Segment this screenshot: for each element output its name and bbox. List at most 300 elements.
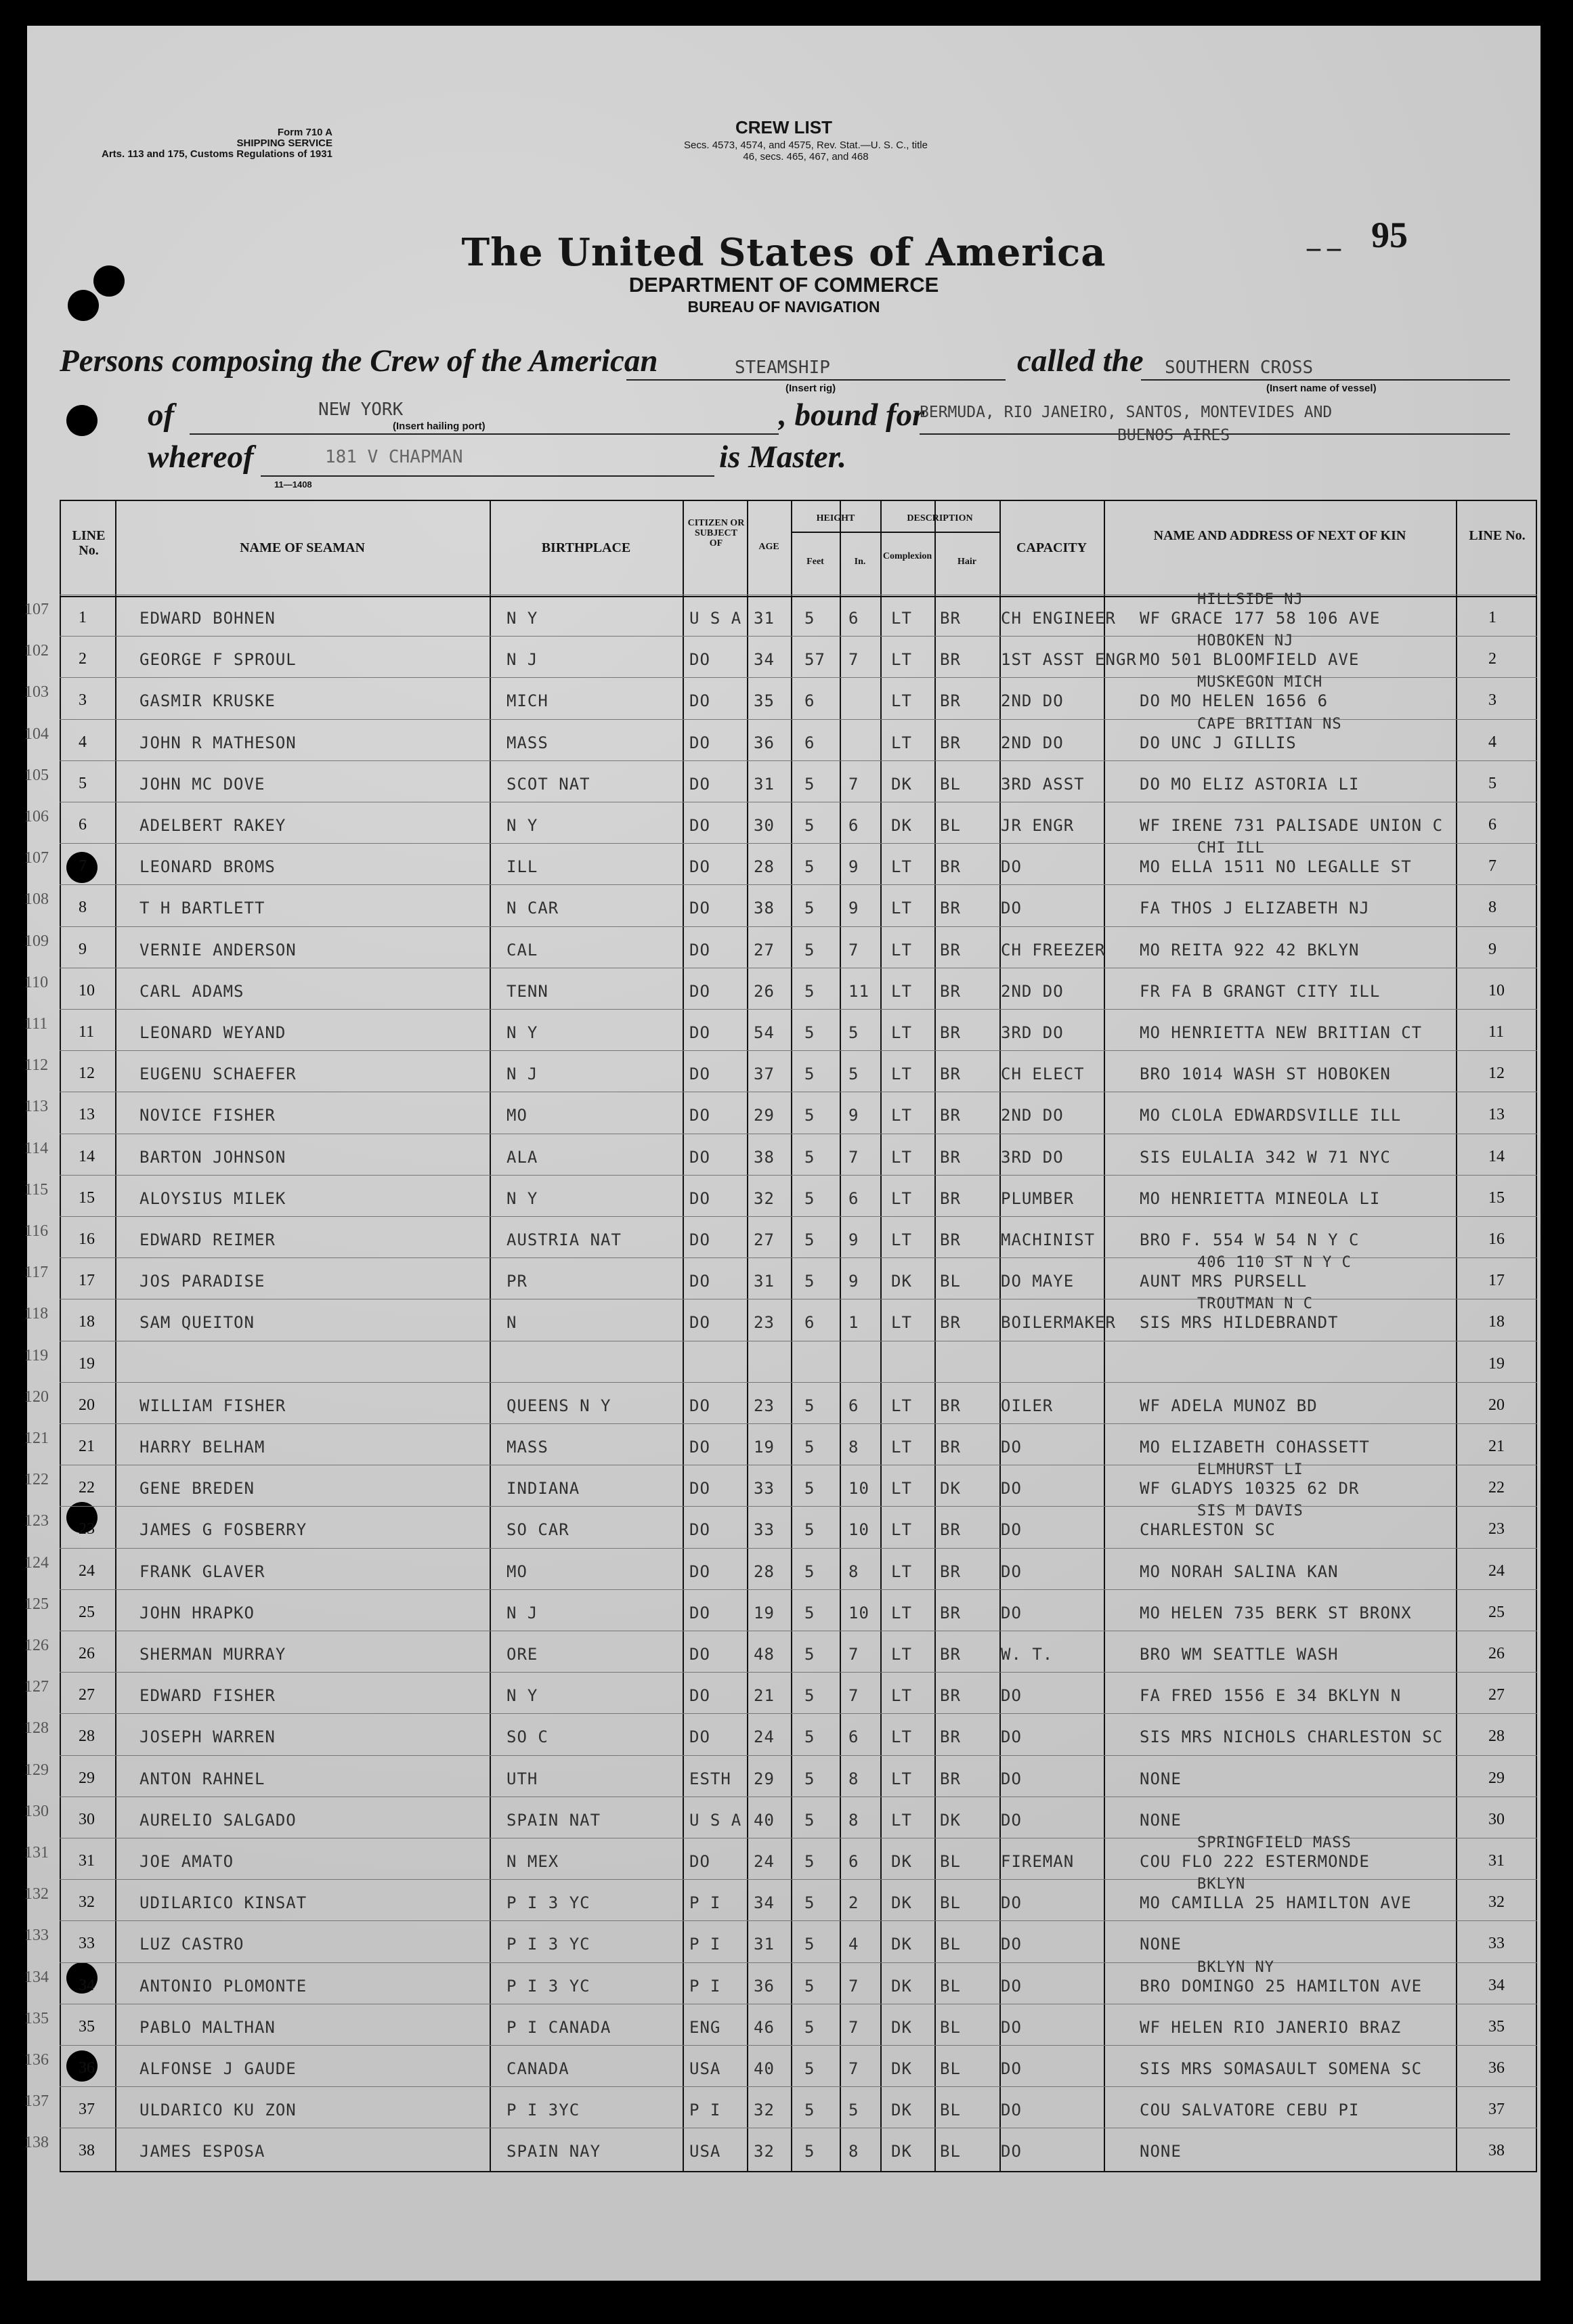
complexion: LT: [891, 857, 912, 877]
height-inches: 8: [848, 1769, 859, 1788]
next-of-kin: NONE: [1140, 2142, 1182, 2161]
age: 38: [754, 899, 775, 918]
height-feet: 5: [804, 1686, 815, 1706]
master-value: 181 V CHAPMAN: [325, 447, 463, 467]
table-row: [24, 1050, 1537, 1092]
line-number-right: 24: [1488, 1562, 1505, 1580]
height-feet: 5: [804, 857, 815, 877]
table-row: [24, 2128, 1537, 2170]
table-row: [24, 591, 1537, 637]
line-number-right: 36: [1488, 2059, 1505, 2077]
header-kin: NAME AND ADDRESS OF NEXT OF KIN: [1153, 528, 1406, 543]
hair: BR: [940, 1686, 961, 1706]
line-prefix: 124: [24, 1553, 49, 1572]
line-prefix: 118: [24, 1305, 49, 1323]
citizenship: DO: [689, 1064, 710, 1084]
line-prefix: 119: [24, 1346, 49, 1364]
capacity: 3RD DO: [1001, 1147, 1064, 1167]
line-number: 26: [79, 1645, 95, 1662]
hair: BR: [940, 981, 961, 1001]
line-number: 21: [79, 1438, 95, 1455]
birthplace: AUSTRIA NAT: [507, 1230, 622, 1249]
age: 28: [754, 857, 775, 877]
birthplace: PR: [507, 1272, 527, 1291]
next-of-kin: FR FA B GRANGT CITY ILL: [1140, 981, 1381, 1001]
line-number-right: 38: [1488, 2142, 1505, 2160]
line-prefix: 106: [24, 808, 49, 825]
birthplace: N Y: [507, 1023, 538, 1042]
line-number: 36: [79, 2059, 95, 2077]
citizenship: DO: [689, 1313, 710, 1333]
table-row: [24, 1631, 1537, 1673]
citizenship: DO: [689, 1147, 710, 1167]
age: 32: [754, 1188, 775, 1208]
line-number-right: 30: [1488, 1810, 1505, 1828]
height-feet: 5: [804, 1230, 815, 1249]
of-label: of: [148, 397, 175, 433]
age: 35: [754, 691, 775, 711]
line-number-right: 9: [1488, 940, 1496, 958]
complexion: LT: [891, 1147, 912, 1167]
birthplace: N J: [507, 1603, 538, 1622]
age: 23: [754, 1396, 775, 1415]
height-feet: 5: [804, 1893, 815, 1913]
complexion: DK: [891, 816, 912, 835]
header-age: AGE: [758, 542, 779, 552]
table-row: [24, 1134, 1537, 1176]
complexion: DK: [891, 2142, 912, 2161]
line-prefix: 134: [24, 1968, 49, 1986]
age: 19: [754, 1438, 775, 1457]
height-feet: 5: [804, 1147, 815, 1167]
height-feet: 5: [804, 1852, 815, 1871]
birthplace: N: [507, 1313, 517, 1333]
line-number-right: 10: [1488, 981, 1505, 999]
capacity: DO: [1001, 1935, 1022, 1954]
line-prefix: 121: [24, 1429, 49, 1447]
height-feet: 5: [804, 2101, 815, 2120]
hair: BR: [940, 1769, 961, 1788]
seaman-name: CARL ADAMS: [139, 981, 244, 1001]
line-number-right: 32: [1488, 1893, 1505, 1912]
age: 31: [754, 774, 775, 794]
hair: BR: [940, 733, 961, 752]
line-number-right: 35: [1488, 2017, 1505, 2036]
table-row: [24, 1755, 1537, 1797]
citizenship: DO: [689, 650, 710, 670]
bureau-heading: BUREAU OF NAVIGATION: [687, 298, 880, 316]
seaman-name: ADELBERT RAKEY: [139, 816, 286, 835]
table-row: [24, 884, 1537, 926]
hair: BL: [940, 2059, 961, 2078]
complexion: LT: [891, 1810, 912, 1830]
line-number-right: 12: [1488, 1064, 1505, 1083]
header-line-no: LINE No.: [72, 528, 106, 558]
capacity: DO: [1001, 2017, 1022, 2037]
hair: BR: [940, 650, 961, 670]
capacity: DO: [1001, 2101, 1022, 2120]
capacity: 2ND DO: [1001, 733, 1064, 752]
line-number-right: 31: [1488, 1852, 1505, 1870]
height-inches: 4: [848, 1935, 859, 1954]
next-of-kin: MO ELLA 1511 NO LEGALLE ST: [1140, 857, 1412, 877]
height-feet: 5: [804, 940, 815, 960]
birthplace: UTH: [507, 1769, 538, 1788]
next-of-kin-city: SPRINGFIELD MASS: [1197, 1834, 1352, 1851]
complexion: LT: [891, 1520, 912, 1540]
line-prefix: 137: [24, 2092, 49, 2111]
height-feet: 5: [804, 1645, 815, 1664]
capacity: JR ENGR: [1001, 816, 1075, 835]
complexion: LT: [891, 1603, 912, 1622]
age: 27: [754, 1230, 775, 1249]
age: 24: [754, 1727, 775, 1747]
vessel-caption: (Insert name of vessel): [1266, 383, 1377, 394]
line-prefix: 123: [24, 1512, 49, 1530]
line-prefix: 116: [24, 1222, 49, 1240]
line-number: 27: [79, 1686, 95, 1704]
line-number: 5: [79, 774, 87, 792]
next-of-kin-city: BKLYN NY: [1197, 1958, 1274, 1976]
complexion: LT: [891, 940, 912, 960]
birthplace: ILL: [507, 857, 538, 877]
next-of-kin: MO HELEN 735 BERK ST BRONX: [1140, 1603, 1412, 1622]
hair: BL: [940, 1893, 961, 1913]
citizenship: DO: [689, 733, 710, 752]
age: 36: [754, 733, 775, 752]
seaman-name: JAMES G FOSBERRY: [139, 1520, 307, 1540]
next-of-kin: MO CLOLA EDWARDSVILLE ILL: [1140, 1106, 1402, 1125]
age: 34: [754, 1893, 775, 1913]
complexion: LT: [891, 1769, 912, 1788]
next-of-kin: DO MO ELIZ ASTORIA LI: [1140, 774, 1360, 794]
next-of-kin: WF GRACE 177 58 106 AVE: [1140, 609, 1381, 628]
line-number-right: 20: [1488, 1396, 1505, 1414]
age: 32: [754, 2142, 775, 2161]
birthplace: SCOT NAT: [507, 774, 590, 794]
line-number-right: 8: [1488, 899, 1496, 917]
height-inches: 8: [848, 1438, 859, 1457]
capacity: BOILERMAKER: [1001, 1313, 1116, 1333]
next-of-kin: BRO 1014 WASH ST HOBOKEN: [1140, 1064, 1391, 1084]
height-inches: 8: [848, 2142, 859, 2161]
birthplace: N MEX: [507, 1852, 559, 1871]
citizenship: P I: [689, 1935, 721, 1954]
age: 33: [754, 1479, 775, 1499]
next-of-kin-city: 406 110 ST N Y C: [1197, 1254, 1352, 1272]
hair: BR: [940, 1064, 961, 1084]
table-row: [24, 1589, 1537, 1631]
line-number-right: 29: [1488, 1769, 1505, 1787]
height-inches: 7: [848, 1147, 859, 1167]
age: 23: [754, 1313, 775, 1333]
citizenship: U S A: [689, 1810, 742, 1830]
age: 40: [754, 2059, 775, 2078]
line-number: 8: [79, 899, 87, 917]
destination-value-line1: BERMUDA, RIO JANEIRO, SANTOS, MONTEVIDES AND: [920, 404, 1333, 421]
seaman-name: EDWARD FISHER: [139, 1686, 276, 1706]
height-feet: 5: [804, 816, 815, 835]
age: 27: [754, 940, 775, 960]
citizenship: DO: [689, 1727, 710, 1747]
table-row: [24, 1876, 1537, 1921]
complexion: LT: [891, 1396, 912, 1415]
height-feet: 6: [804, 733, 815, 752]
next-of-kin: SIS MRS NICHOLS CHARLESTON SC: [1140, 1727, 1444, 1747]
line-number-right: 27: [1488, 1686, 1505, 1704]
capacity: 2ND DO: [1001, 1106, 1064, 1125]
capacity: 1ST ASST ENGR: [1001, 650, 1137, 670]
header-hair: Hair: [957, 557, 976, 567]
capacity: CH FREEZER: [1001, 940, 1106, 960]
complexion: LT: [891, 1645, 912, 1664]
line-prefix: 115: [24, 1180, 49, 1199]
line-number-right: 13: [1488, 1106, 1505, 1124]
age: 30: [754, 816, 775, 835]
citizenship: DO: [689, 1106, 710, 1125]
seaman-name: SAM QUEITON: [139, 1313, 255, 1333]
birthplace: CAL: [507, 940, 538, 960]
line-number: 30: [79, 1810, 95, 1828]
citizenship: DO: [689, 1230, 710, 1249]
line-prefix: 114: [24, 1139, 49, 1157]
capacity: DO: [1001, 1976, 1022, 1996]
line-prefix: 103: [24, 683, 49, 702]
crew-statement-label: Persons composing the Crew of the American: [60, 343, 658, 379]
birthplace: N J: [507, 650, 538, 670]
birthplace: SPAIN NAY: [507, 2142, 601, 2161]
line-number: 18: [79, 1313, 95, 1331]
seaman-name: FRANK GLAVER: [139, 1562, 265, 1581]
table-row: [24, 840, 1537, 885]
age: 48: [754, 1645, 775, 1664]
print-code: 11—1408: [274, 479, 312, 490]
age: 29: [754, 1106, 775, 1125]
hair: BL: [940, 2142, 961, 2161]
height-inches: 7: [848, 1686, 859, 1706]
complexion: DK: [891, 1272, 912, 1291]
birthplace: MASS: [507, 1438, 548, 1457]
hair: BR: [940, 1230, 961, 1249]
hair: BL: [940, 774, 961, 794]
header-capacity: CAPACITY: [1016, 540, 1087, 555]
hair: BR: [940, 1438, 961, 1457]
age: 54: [754, 1023, 775, 1042]
seaman-name: JOE AMATO: [139, 1852, 234, 1871]
line-number-right: 5: [1488, 774, 1496, 792]
capacity: DO: [1001, 1479, 1022, 1499]
height-inches: 9: [848, 1106, 859, 1125]
complexion: LT: [891, 1562, 912, 1581]
line-prefix: 111: [24, 1015, 48, 1033]
capacity: 3RD DO: [1001, 1023, 1064, 1042]
next-of-kin-city: HILLSIDE NJ: [1197, 591, 1303, 608]
next-of-kin-city: CAPE BRITIAN NS: [1197, 715, 1342, 733]
hair: BR: [940, 1603, 961, 1622]
form-number: Form 710 A: [277, 127, 332, 138]
next-of-kin: SIS MRS HILDEBRANDT: [1140, 1313, 1339, 1333]
birthplace: ALA: [507, 1147, 538, 1167]
vessel-value: SOUTHERN CROSS: [1165, 358, 1314, 378]
line-number: 28: [79, 1727, 95, 1746]
complexion: LT: [891, 899, 912, 918]
next-of-kin: WF IRENE 731 PALISADE UNION C: [1140, 816, 1444, 835]
citizenship: DO: [689, 816, 710, 835]
line-prefix: 102: [24, 642, 49, 660]
line-number-right: 4: [1488, 733, 1496, 751]
header-citizen: CITIZEN OR SUBJECT OF: [687, 518, 745, 548]
seaman-name: AURELIO SALGADO: [139, 1810, 297, 1830]
form-regulations: Arts. 113 and 175, Customs Regulations of 1931: [102, 148, 332, 160]
height-inches: 9: [848, 1230, 859, 1249]
table-row: [24, 632, 1537, 678]
birthplace: MASS: [507, 733, 548, 752]
complexion: LT: [891, 691, 912, 711]
complexion: LT: [891, 650, 912, 670]
height-feet: 5: [804, 1976, 815, 1996]
page-number: 95: [1371, 215, 1408, 255]
line-number: 19: [79, 1354, 95, 1373]
height-inches: 8: [848, 1562, 859, 1581]
seaman-name: EUGENU SCHAEFER: [139, 1064, 297, 1084]
capacity: DO: [1001, 2059, 1022, 2078]
line-number-right: 7: [1488, 857, 1496, 876]
capacity: PLUMBER: [1001, 1188, 1075, 1208]
hair: BR: [940, 1520, 961, 1540]
master-field-line: [261, 473, 714, 477]
next-of-kin: FA FRED 1556 E 34 BKLYN N: [1140, 1686, 1402, 1706]
capacity: DO: [1001, 1893, 1022, 1913]
hair: BL: [940, 1272, 961, 1291]
line-number: 14: [79, 1147, 95, 1165]
hair: BR: [940, 1147, 961, 1167]
seaman-name: JOHN R MATHESON: [139, 733, 297, 752]
complexion: LT: [891, 1230, 912, 1249]
line-prefix: 117: [24, 1264, 49, 1282]
birthplace: P I 3 YC: [507, 1976, 590, 1996]
line-number-right: 1: [1488, 609, 1496, 626]
hair: BR: [940, 1106, 961, 1125]
form-service: SHIPPING SERVICE: [236, 137, 332, 149]
line-number: 22: [79, 1479, 95, 1497]
birthplace: N Y: [507, 1686, 538, 1706]
line-number: 25: [79, 1603, 95, 1621]
bound-label: , bound for: [779, 397, 925, 433]
capacity: FIREMAN: [1001, 1852, 1075, 1871]
capacity: DO: [1001, 1438, 1022, 1457]
table-row: [24, 2045, 1537, 2087]
age: 33: [754, 1520, 775, 1540]
next-of-kin: WF HELEN RIO JANERIO BRAZ: [1140, 2017, 1402, 2037]
capacity: DO: [1001, 1603, 1022, 1622]
next-of-kin: BRO F. 554 W 54 N Y C: [1140, 1230, 1360, 1249]
complexion: DK: [891, 2101, 912, 2120]
line-prefix: 112: [24, 1056, 49, 1075]
hair: BL: [940, 1852, 961, 1871]
citizenship: DO: [689, 1852, 710, 1871]
port-caption: (Insert hailing port): [393, 421, 486, 432]
complexion: DK: [891, 1935, 912, 1954]
line-number: 13: [79, 1106, 95, 1124]
seaman-name: ULDARICO KU ZON: [139, 2101, 297, 2120]
hair: BL: [940, 2017, 961, 2037]
age: 31: [754, 1935, 775, 1954]
age: 40: [754, 1810, 775, 1830]
line-prefix: 113: [24, 1098, 49, 1116]
complexion: LT: [891, 1479, 912, 1499]
complexion: LT: [891, 1106, 912, 1125]
table-row: [24, 1461, 1537, 1507]
complexion: LT: [891, 1023, 912, 1042]
next-of-kin: MO REITA 922 42 BKLYN: [1140, 940, 1360, 960]
header-birthplace: BIRTHPLACE: [541, 540, 631, 555]
rig-value: STEAMSHIP: [735, 358, 830, 378]
complexion: LT: [891, 1438, 912, 1457]
table-row: [24, 1834, 1537, 1880]
line-number-right: 37: [1488, 2101, 1505, 2119]
height-feet: 6: [804, 1313, 815, 1333]
seaman-name: T H BARTLETT: [139, 899, 265, 918]
citizenship: DO: [689, 1686, 710, 1706]
seaman-name: GENE BREDEN: [139, 1479, 255, 1499]
capacity: DO: [1001, 857, 1022, 877]
line-number-right: 22: [1488, 1479, 1505, 1497]
height-feet: 5: [804, 774, 815, 794]
seaman-name: HARRY BELHAM: [139, 1438, 265, 1457]
citizenship: DO: [689, 1603, 710, 1622]
birthplace: P I 3 YC: [507, 1893, 590, 1913]
destination-value-line2: BUENOS AIRES: [1117, 427, 1230, 444]
age: 28: [754, 1562, 775, 1581]
height-inches: 7: [848, 940, 859, 960]
line-prefix: 138: [24, 2134, 49, 2152]
hair: DK: [940, 1479, 961, 1499]
complexion: LT: [891, 1686, 912, 1706]
complexion: LT: [891, 609, 912, 628]
citizenship: DO: [689, 940, 710, 960]
seaman-name: NOVICE FISHER: [139, 1106, 276, 1125]
height-inches: 8: [848, 1810, 859, 1830]
next-of-kin-city: HOBOKEN NJ: [1197, 632, 1294, 650]
age: 36: [754, 1976, 775, 1996]
capacity: CH ELECT: [1001, 1064, 1085, 1084]
height-inches: 6: [848, 1188, 859, 1208]
capacity: 2ND DO: [1001, 981, 1064, 1001]
line-number: 17: [79, 1272, 95, 1290]
height-inches: 7: [848, 774, 859, 794]
table-row: [24, 1423, 1537, 1465]
complexion: LT: [891, 1313, 912, 1333]
hair: BR: [940, 609, 961, 628]
line-prefix: 131: [24, 1844, 49, 1862]
height-inches: 11: [848, 981, 869, 1001]
next-of-kin-city: TROUTMAN N C: [1197, 1295, 1313, 1313]
line-number: 32: [79, 1893, 95, 1912]
complexion: DK: [891, 1893, 912, 1913]
next-of-kin-city: SIS M DAVIS: [1197, 1503, 1303, 1520]
seaman-name: BARTON JOHNSON: [139, 1147, 286, 1167]
capacity: MACHINIST: [1001, 1230, 1096, 1249]
line-number: 6: [79, 816, 87, 834]
citizenship: DO: [689, 774, 710, 794]
line-prefix: 130: [24, 1802, 49, 1820]
complexion: LT: [891, 981, 912, 1001]
height-feet: 57: [804, 650, 825, 670]
hair: DK: [940, 1810, 961, 1830]
capacity: DO: [1001, 1520, 1022, 1540]
line-prefix: 105: [24, 766, 49, 784]
line-number-right: 18: [1488, 1313, 1505, 1331]
